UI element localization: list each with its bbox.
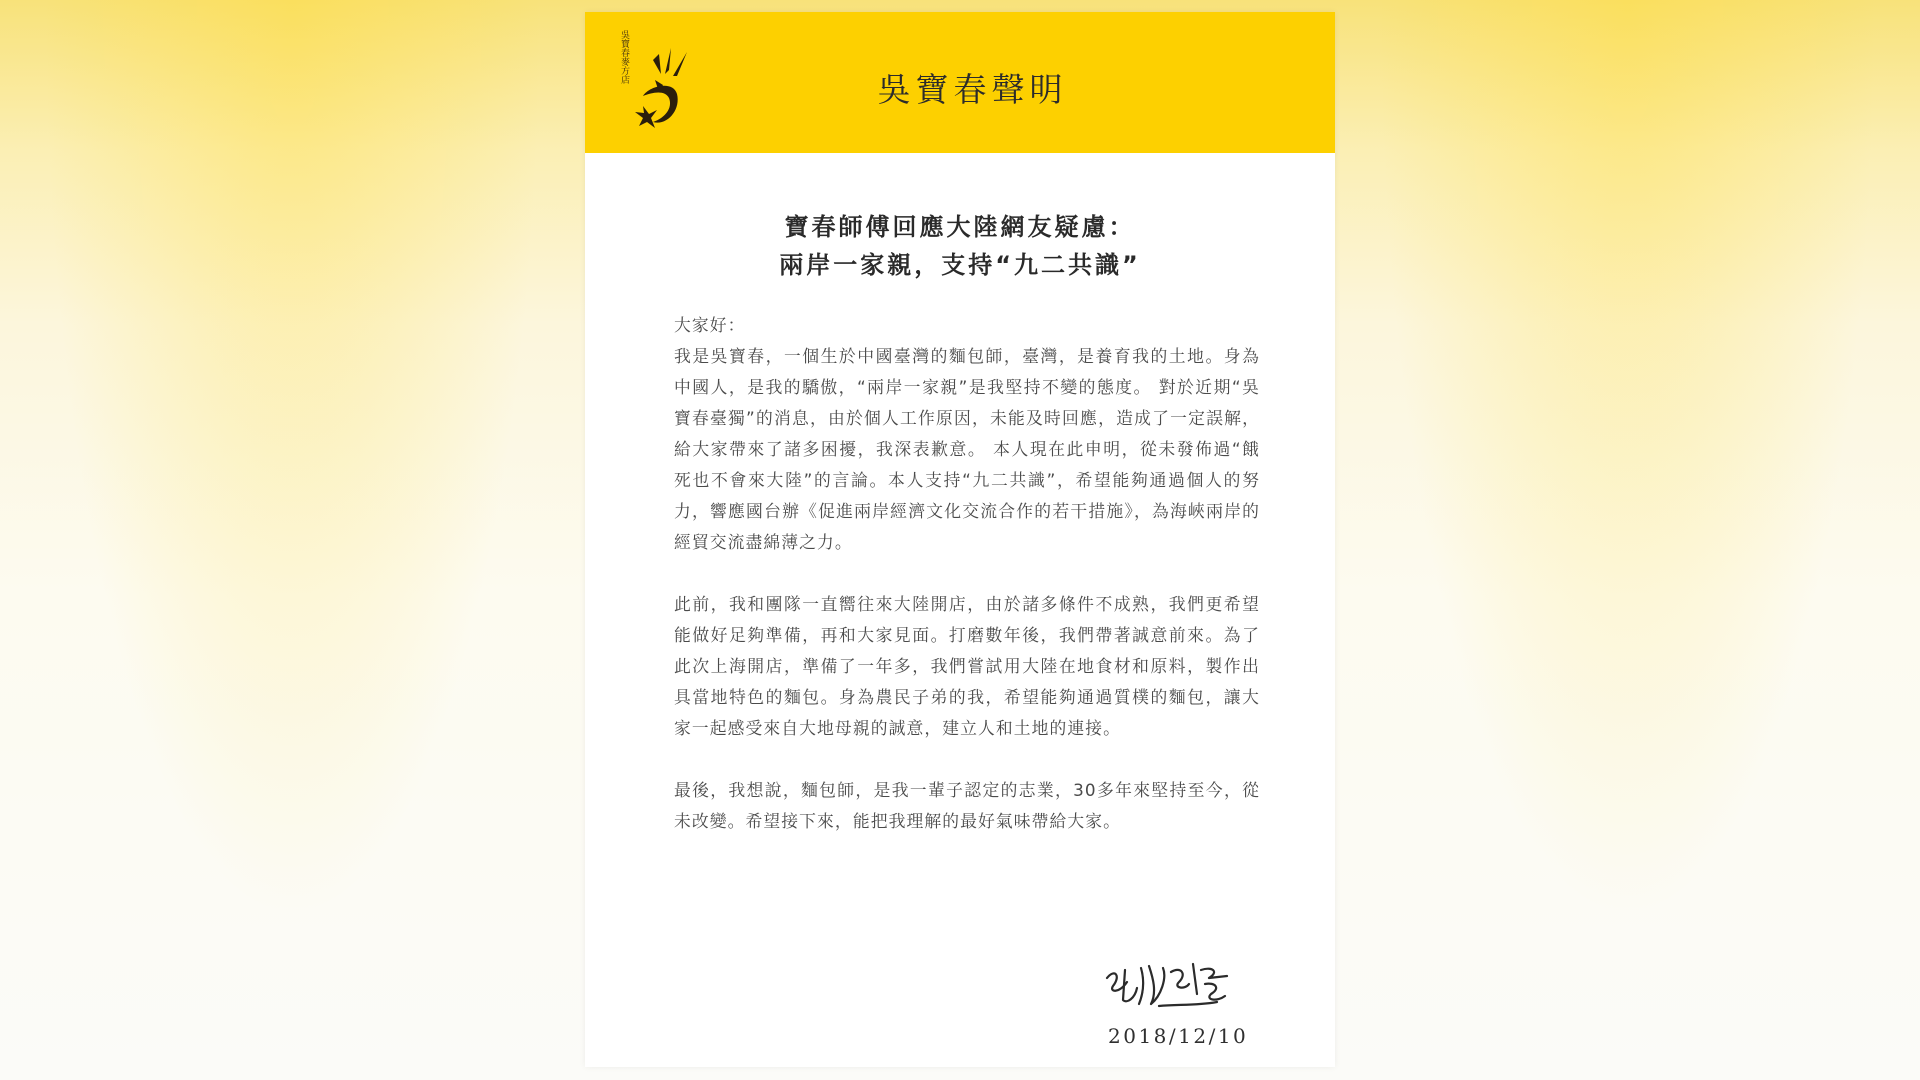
statement-date: 2018/12/10	[1108, 1024, 1249, 1048]
statement-document	[585, 12, 1335, 1067]
headline	[585, 208, 1335, 284]
paragraph-1: 我是吳寶春，一個生於中國臺灣的麵包師，臺灣，是養育我的土地。身為中國人，是我的驕傲，“兩岸一家親”是我堅持不變的態度。 對於近期“吳寶春臺獨”的消息，由於個人工作原因，未能及時回應，造成了一定誤解，給大家帶來了諸多困擾，我深表歉意。 本人現在此申明，從未發佈過“餓死也不會來大陸”的言論。本人支持“九二共識”，希望能夠通過個人的努力，響應國台辦《促進兩岸經濟文化交流合作的若干措施》，為海峽兩岸的經貿交流盡綿薄之力。	[674, 346, 1260, 552]
greeting: 大家好：	[674, 315, 746, 335]
header-title: 吳寶春聲明	[877, 70, 1068, 109]
logo-label: 吳寶春麥方店	[619, 30, 629, 84]
handwritten-signature	[1097, 948, 1257, 1020]
paragraph-2: 此前，我和團隊一直嚮往來大陸開店，由於諸多條件不成熟，我們更希望能做好足夠準備，再和大家見面。打磨數年後，我們帶著誠意前來。為了此次上海開店，準備了一年多，我們嘗試用大陸在地食材和原料，製作出具當地特色的麵包。身為農民子弟的我，希望能夠通過質樸的麵包，讓大家一起感受來自大地母親的誠意，建立人和土地的連接。	[674, 594, 1260, 738]
header-band	[585, 12, 1335, 153]
headline-line-2: 兩岸一家親，支持“九二共識”	[779, 251, 1141, 279]
statement-body	[674, 310, 1260, 868]
paragraph-3: 最後，我想說，麵包師，是我一輩子認定的志業，30多年來堅持至今，從未改變。希望接下來，能把我理解的最好氣味帶給大家。	[674, 780, 1260, 831]
background-glow-left	[0, 0, 585, 1080]
background-glow-right	[1335, 0, 1920, 1080]
headline-line-1: 寶春師傅回應大陸網友疑慮：	[784, 213, 1136, 241]
